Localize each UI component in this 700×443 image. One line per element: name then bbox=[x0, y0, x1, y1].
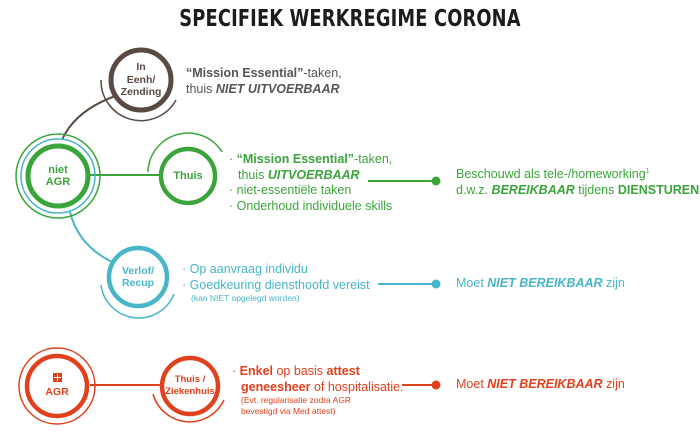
node-label-line: AGR bbox=[45, 176, 71, 188]
node-label-line: Zending bbox=[120, 86, 162, 99]
verlof-bullet-1: · Op aanvraag individu bbox=[182, 262, 308, 276]
verlof-note: (kan NIET opgelegd worden) bbox=[191, 293, 300, 303]
node-niet-agr bbox=[28, 146, 88, 206]
verlof-conditions bbox=[182, 262, 370, 304]
agr-conditions bbox=[232, 364, 404, 416]
node-label-line: Thuis / bbox=[174, 373, 206, 385]
result-dot-agr bbox=[432, 381, 441, 390]
thuis-bullet-2: · niet-essentiële taken bbox=[229, 183, 352, 197]
node-agr bbox=[27, 356, 87, 416]
thuis-bullet-1-cont: thuis UITVOERBAAR bbox=[238, 167, 360, 182]
node-thuis bbox=[161, 149, 215, 203]
in-eenh-line-1: “Mission Essential”-taken, bbox=[186, 66, 342, 80]
page-title: SPECIFIEK WERKREGIME CORONA bbox=[179, 6, 521, 32]
node-verlof-recup bbox=[109, 248, 167, 306]
verlof-bullet-2: · Goedkeuring diensthoofd vereist bbox=[182, 277, 370, 292]
node-label-line: niet bbox=[48, 163, 68, 176]
thuis-result bbox=[456, 164, 699, 198]
first-aid-cross-icon bbox=[53, 373, 62, 382]
agr-line-1: · Enkel op basis attest bbox=[232, 364, 360, 378]
node-label-line: Eenh/ bbox=[126, 73, 156, 86]
node-label-line: AGR bbox=[45, 386, 69, 399]
agr-line-2: geneesheer of hospitalisatie. bbox=[241, 379, 404, 394]
connector-niet-agr-to-in-eenh bbox=[62, 95, 118, 140]
thuis-bullet-3: · Onderhoud individuele skills bbox=[229, 198, 393, 213]
result-dot-verlof bbox=[432, 280, 441, 289]
thuis-result-line-1: Beschouwd als tele-/homeworking$^1$ bbox=[456, 167, 650, 182]
node-in-eenh-zending bbox=[111, 50, 171, 110]
agr-result: Moet NIET BEREIKBAAR zijn bbox=[456, 377, 625, 391]
agr-note-1: (Evt. regularisatie zodra AGR bbox=[241, 395, 352, 405]
node-label-line: Recup bbox=[121, 277, 155, 289]
in-eenh-line-2: thuis NIET UITVOERBAAR bbox=[186, 81, 340, 96]
thuis-bullet-1: · “Mission Essential”-taken, bbox=[229, 152, 393, 166]
verlof-result: Moet NIET BEREIKBAAR zijn bbox=[456, 276, 625, 290]
result-dot-thuis bbox=[432, 177, 441, 186]
thuis-result-line-2: d.w.z. BEREIKBAAR tijdens DIENSTUREN bbox=[456, 182, 700, 197]
node-label-line: Thuis bbox=[173, 169, 203, 182]
thuis-task-list bbox=[229, 152, 392, 214]
node-thuis-ziekenhuis bbox=[162, 358, 218, 414]
node-label-line: Verlof/ bbox=[121, 264, 155, 277]
in-eenh-description bbox=[186, 66, 342, 97]
node-label-line: Ziekenhuis bbox=[165, 386, 215, 397]
agr-note-2: bevestigd via Med attest) bbox=[241, 405, 336, 416]
node-label-line: In bbox=[136, 61, 146, 74]
connector-niet-agr-to-verlof bbox=[70, 212, 112, 262]
